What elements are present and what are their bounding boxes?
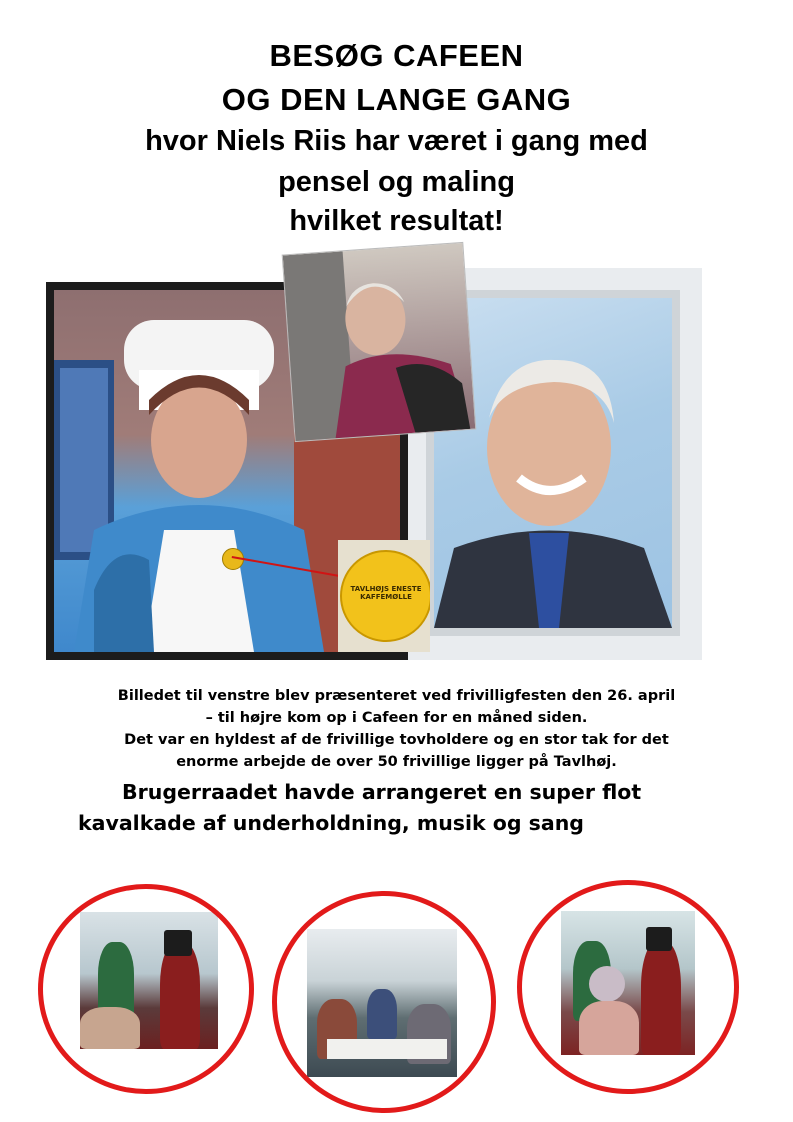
artist-head [343, 281, 408, 357]
highlight-circle [38, 884, 254, 1094]
highlight-circle [272, 891, 496, 1113]
coin-text: TAVLHØJS ENESTE KAFFEMØLLE [350, 585, 422, 601]
artist-illustration [283, 243, 476, 441]
caption-line-1: Billedet til venstre blev præsenteret ved frivilligfesten den 26. april [117, 688, 676, 704]
caption-line-2: – til højre kom op i Cafeen for en måned siden. [205, 710, 588, 726]
artist-photo [282, 242, 477, 442]
window-pane [60, 368, 108, 552]
headline-line-2: OG DEN LANGE GANG [221, 82, 572, 117]
highlight-circle [517, 880, 739, 1094]
coffee-grinder-coin-photo [338, 540, 430, 652]
headline-line-3: hvor Niels Riis har været i gang med [145, 125, 648, 157]
headline-line-1: BESØG CAFEEN [269, 38, 524, 73]
highlight-line-1: Brugerraadet havde arrangeret en super flot [122, 780, 642, 804]
headline-line-4: pensel og maling [278, 166, 515, 198]
caption-line-3: Det var en hyldest af de frivillige tovholdere og en stor tak for det [124, 732, 669, 748]
highlight-line-2: kavalkade af underholdning, musik og sang [78, 811, 584, 835]
headline-line-5: hvilket resultat! [289, 205, 504, 237]
caption-paragraph [0, 685, 793, 773]
caption-line-4: enorme arbejde de over 50 frivillige ligger på Tavlhøj. [176, 754, 617, 770]
coin-shape [340, 550, 430, 642]
